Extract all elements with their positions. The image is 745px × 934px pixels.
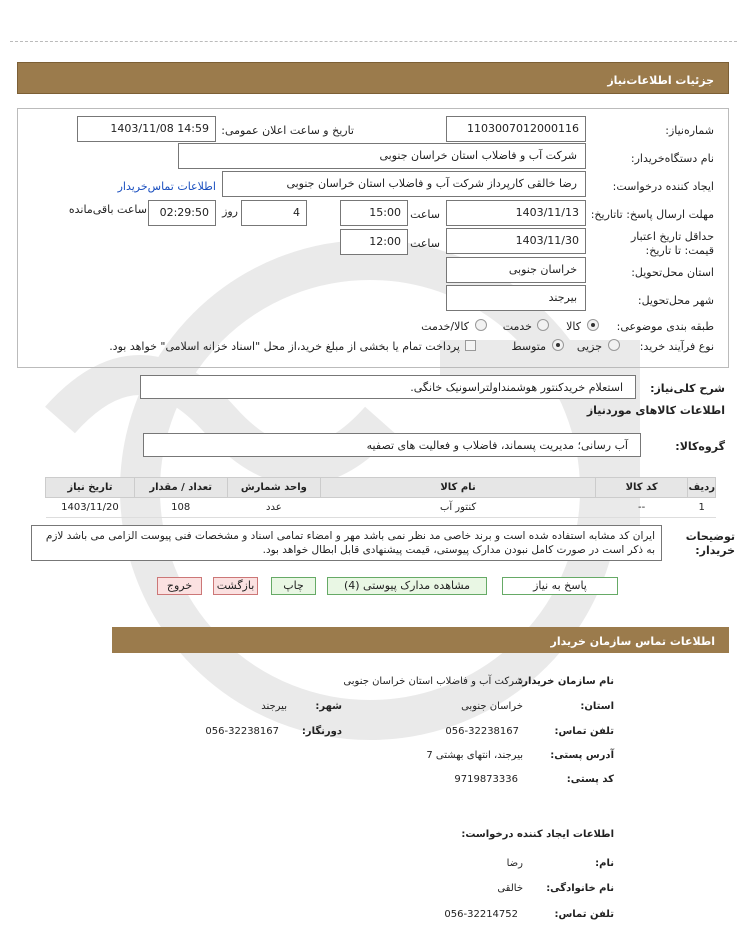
goods-group-label: گروه‌کالا: <box>675 440 725 453</box>
province-label: استان محل‌تحویل: <box>631 266 714 279</box>
exit-button[interactable]: خروج <box>157 577 202 595</box>
goods-group-field: آب رسانی؛ مدیریت پسماند، فاضلاب و فعالیت های تصفیه <box>143 433 641 457</box>
contact-title: اطلاعات تماس سازمان خریدار <box>550 635 715 648</box>
top-divider <box>10 41 737 42</box>
creator-field: رضا خالقی کارپرداز شرکت آب و فاضلاب استان خراسان جنوبی <box>222 171 586 197</box>
details-title: جزئیات اطلاعات‌نیاز <box>607 74 714 87</box>
city-contact-label: شهر: <box>315 701 342 712</box>
announce-field: 1403/11/08 14:59 <box>77 116 216 142</box>
details-header <box>17 62 729 94</box>
goods-info-title: اطلاعات کالاهای موردنیاز <box>586 404 725 417</box>
postal-label: کد پستی: <box>566 774 614 785</box>
creator-label: ایجاد کننده درخواست: <box>612 180 714 193</box>
fax-label: دورنگار: <box>301 726 342 737</box>
cell-row: 1 <box>688 498 716 518</box>
price-validity-date-field: 1403/11/30 <box>446 228 586 254</box>
col-code: کد کالا <box>595 478 688 498</box>
attachments-button[interactable]: مشاهده مدارک پیوستی (4) <box>327 577 487 595</box>
col-qty: تعداد / مقدار <box>134 478 227 498</box>
buyer-contact-link[interactable]: اطلاعات تماس‌خریدار <box>117 180 216 193</box>
price-validity-label: حداقل تاریخ اعتبار قیمت: تا تاریخ: <box>630 230 714 257</box>
buyer-label: نام دستگاه‌خریدار: <box>630 152 714 165</box>
cat-service-label: خدمت <box>502 320 532 333</box>
notes-field: ایران کد مشابه استفاده شده است و برند خاصی مد نظر نمی باشد مهر و امضاء تمامی اسناد و مشخصات فنی پیوست الزامی می باشد لازم به ذکر است در صورت کامل نبودن مدارک پیوستی، قیمت پیشنهادی قابل ابطال خواهد بود. <box>31 525 662 561</box>
cell-code: -- <box>595 498 688 518</box>
city-label: شهر محل‌تحویل: <box>637 294 714 307</box>
process-label: نوع فرآیند خرید: <box>639 340 714 353</box>
province-contact-value: خراسان جنوبی <box>461 701 523 712</box>
address-label: آدرس پستی: <box>550 750 614 761</box>
cell-qty: 108 <box>134 498 227 518</box>
family-label: نام خانوادگی: <box>546 883 614 894</box>
city-field: بیرجند <box>446 285 586 311</box>
deadline-time-label: ساعت <box>410 208 440 221</box>
days-field: 4 <box>241 200 307 226</box>
org-value: شرکت آب و فاضلاب استان خراسان جنوبی <box>343 676 523 687</box>
proc-partial-radio[interactable] <box>608 339 620 351</box>
cell-name: کنتور آب <box>321 498 596 518</box>
cat-goods-service-radio[interactable] <box>475 319 487 331</box>
org-label: نام سازمان خریدار: <box>518 676 614 687</box>
deadline-label: مهلت ارسال پاسخ: تاتاریخ: <box>590 208 714 221</box>
cell-date: 1403/11/20 <box>46 498 135 518</box>
summary-label: شرح کلی‌نیاز: <box>650 382 725 395</box>
reply-button[interactable]: پاسخ به نیاز <box>502 577 618 595</box>
family-value: خالقی <box>497 883 523 894</box>
proc-medium-label: متوسط <box>511 340 546 353</box>
goods-table <box>45 477 716 518</box>
summary-field: استعلام خریدکنتور هوشمنداولتراسونیک خانگی. <box>140 375 636 399</box>
table-row[interactable] <box>46 498 716 518</box>
creator-phone-label: تلفن تماس: <box>554 909 614 920</box>
back-button[interactable]: بازگشت <box>213 577 258 595</box>
need-number-label: شماره‌نیاز: <box>665 124 714 137</box>
creator-phone-value: 056-32214752 <box>444 909 518 920</box>
payment-note: پرداخت تمام یا بخشی از مبلغ خرید،از محل "اسناد خزانه اسلامی" خواهد بود. <box>109 340 460 353</box>
fax-value: 056-32238167 <box>205 726 279 737</box>
postal-value: 9719873336 <box>454 774 518 785</box>
proc-medium-radio[interactable] <box>552 339 564 351</box>
deadline-time-field: 15:00 <box>340 200 408 226</box>
province-field: خراسان جنوبی <box>446 257 586 283</box>
cell-unit: عدد <box>227 498 321 518</box>
need-number-field: 1103007012000116 <box>446 116 586 142</box>
col-unit: واحد شمارش <box>227 478 321 498</box>
days-label: روز <box>222 205 238 218</box>
name-label: نام: <box>595 858 614 869</box>
remaining-label: ساعت باقی‌مانده <box>68 203 147 216</box>
col-name: نام کالا <box>321 478 596 498</box>
address-value: بیرجند، انتهای بهشتی 7 <box>426 750 523 761</box>
phone-label: تلفن تماس: <box>554 726 614 737</box>
category-label: طبقه بندی موضوعی: <box>616 320 714 333</box>
cat-service-radio[interactable] <box>537 319 549 331</box>
buyer-field: شرکت آب و فاضلاب استان خراسان جنوبی <box>178 143 586 169</box>
name-value: رضا <box>506 858 523 869</box>
notes-label: توضیحات خریدار: <box>685 530 735 557</box>
treasury-checkbox[interactable] <box>465 340 476 351</box>
contact-header <box>112 627 729 653</box>
creator-info-title: اطلاعات ایجاد کننده درخواست: <box>461 829 614 840</box>
col-date: تاریخ نیاز <box>46 478 135 498</box>
province-contact-label: استان: <box>580 701 614 712</box>
announce-label: تاریخ و ساعت اعلان عمومی: <box>221 124 354 137</box>
col-row: ردیف <box>688 478 716 498</box>
deadline-date-field: 1403/11/13 <box>446 200 586 226</box>
table-header-row <box>46 478 716 498</box>
city-contact-value: بیرجند <box>261 701 287 712</box>
cat-goods-label: کالا <box>566 320 581 333</box>
cat-goods-radio[interactable] <box>587 319 599 331</box>
price-validity-time-label: ساعت <box>410 237 440 250</box>
phone-value: 056-32238167 <box>445 726 519 737</box>
proc-partial-label: جزیی <box>576 340 602 353</box>
remaining-time-field: 02:29:50 <box>148 200 216 226</box>
cat-goods-service-label: کالا/خدمت <box>421 320 469 333</box>
print-button[interactable]: چاپ <box>271 577 316 595</box>
price-validity-time-field: 12:00 <box>340 229 408 255</box>
